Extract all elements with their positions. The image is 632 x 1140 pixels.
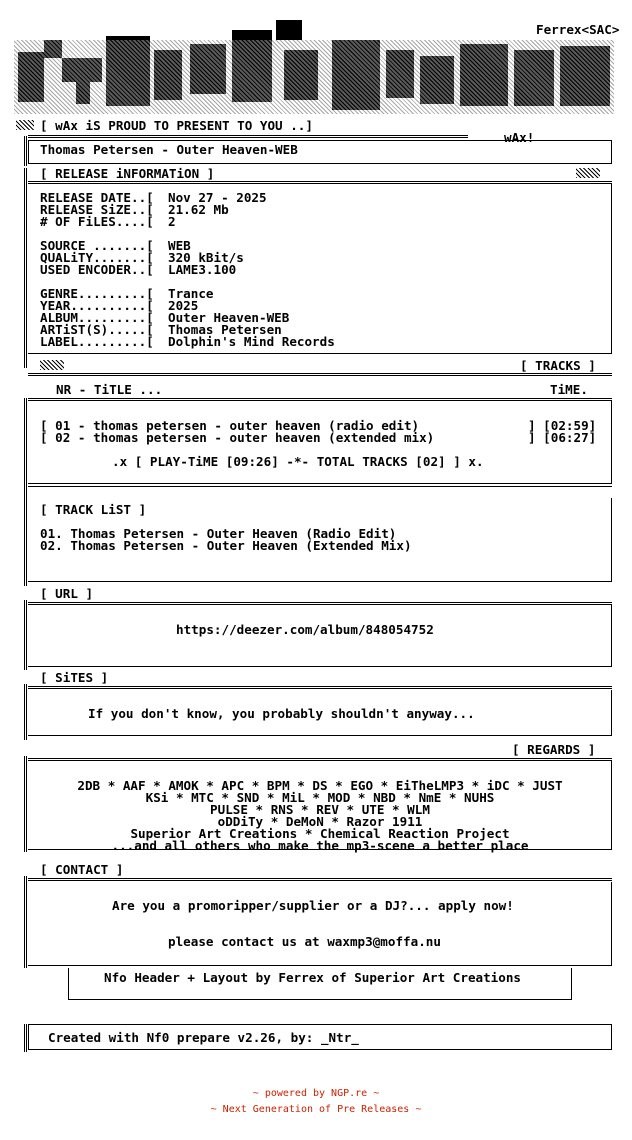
nfo-credit: Nfo Header + Layout by Ferrex of Superior Art Creations <box>104 970 522 985</box>
regards-line: ...and all others who make the mp3-scene a better place <box>111 838 529 853</box>
double-divider <box>28 686 612 689</box>
frame-edge <box>24 136 27 166</box>
info-value: 2025 <box>168 298 199 313</box>
url-heading: [ URL ] <box>40 586 94 601</box>
contact-box <box>28 882 612 966</box>
release-title: Thomas Petersen - Outer Heaven-WEB <box>40 142 298 157</box>
info-label: ALBUM.........[ <box>40 310 154 325</box>
contact-heading: [ CONTACT ] <box>40 862 124 877</box>
release-info-heading: [ RELEASE iNFORMATiON ] <box>40 166 215 181</box>
double-divider <box>28 373 612 376</box>
playtime-summary: .x [ PLAY-TiME [09:26] -*- TOTAL TRACKS [02] ] x. <box>112 454 484 469</box>
hatch-decoration <box>576 168 600 178</box>
info-value: Nov 27 - 2025 <box>168 190 267 205</box>
hatch-decoration <box>16 120 34 130</box>
info-label: SOURCE .......[ <box>40 238 154 253</box>
info-label: GENRE.........[ <box>40 286 154 301</box>
double-divider <box>28 878 612 881</box>
sites-text: If you don't know, you probably shouldn't anyway... <box>88 706 475 721</box>
tagline: ~ Next Generation of Pre Releases ~ <box>210 1104 422 1115</box>
group-mark: wAx! <box>504 130 535 145</box>
info-value: LAME3.100 <box>168 262 237 277</box>
frame-edge <box>24 876 27 968</box>
track-list-box <box>28 498 612 582</box>
info-label: RELEASE DATE..[ <box>40 190 154 205</box>
info-label: USED ENCODER..[ <box>40 262 154 277</box>
sites-heading: [ SiTES ] <box>40 670 109 685</box>
info-label: RELEASE SiZE..[ <box>40 202 154 217</box>
presents-banner: [ wAx iS PROUD TO PRESENT TO YOU ..] <box>40 118 313 133</box>
double-divider <box>28 135 468 138</box>
info-value: Thomas Petersen <box>168 322 282 337</box>
frame-edge <box>24 168 27 368</box>
regards-line: Superior Art Creations * Chemical Reaction Project <box>130 826 510 841</box>
col-title: NR - TiTLE ... <box>56 382 163 397</box>
info-label: QUALiTY.......[ <box>40 250 154 265</box>
regards-line: 2DB * AAF * AMOK * APC * BPM * DS * EGO * EiTheLMP3 * iDC * JUST <box>77 778 563 793</box>
info-label: ARTiST(S).....[ <box>40 322 154 337</box>
track-time: ] [02:59] <box>528 418 597 433</box>
info-value: 2 <box>168 214 176 229</box>
info-label: YEAR..........[ <box>40 298 154 313</box>
frame-edge <box>24 756 27 852</box>
hatch-decoration <box>40 360 64 370</box>
url-link[interactable]: https://deezer.com/album/848054752 <box>176 622 434 637</box>
col-time: TiME. <box>550 382 588 397</box>
info-value: Dolphin's Mind Records <box>168 334 335 349</box>
info-label: # OF FiLES....[ <box>40 214 154 229</box>
tracks-heading: [ TRACKS ] <box>520 358 596 373</box>
track-list-item: 02. Thomas Petersen - Outer Heaven (Extended Mix) <box>40 538 412 553</box>
frame-edge <box>24 684 27 740</box>
track-time: ] [06:27] <box>528 430 597 445</box>
track-list-heading: [ TRACK LiST ] <box>40 502 147 517</box>
divider <box>28 486 612 487</box>
info-value: 21.62 Mb <box>168 202 229 217</box>
header-credit: Ferrex<SAC> <box>536 22 620 37</box>
track-list-item: 01. Thomas Petersen - Outer Heaven (Radio Edit) <box>40 526 397 541</box>
regards-line: KSi * MTC * SND * MiL * MOD * NBD * NmE * NUHS <box>145 790 495 805</box>
regards-line: oDDiTy * DeMoN * Razor 1911 <box>217 814 423 829</box>
info-value: WEB <box>168 238 191 253</box>
info-value: Trance <box>168 286 214 301</box>
powered-by: ~ powered by NGP.re ~ <box>252 1088 380 1099</box>
info-label: LABEL.........[ <box>40 334 154 349</box>
frame-edge <box>24 600 27 670</box>
track-row: [ 02 - thomas petersen - outer heaven (extended mix) <box>40 430 435 445</box>
created-with: Created with Nf0 prepare v2.26, by: _Ntr_ <box>48 1030 359 1045</box>
frame-edge <box>24 398 27 586</box>
contact-email: please contact us at waxmp3@moffa.nu <box>168 934 441 949</box>
frame-edge <box>24 1024 27 1052</box>
track-row: [ 01 - thomas petersen - outer heaven (radio edit) <box>40 418 420 433</box>
info-value: Outer Heaven-WEB <box>168 310 290 325</box>
regards-line: PULSE * RNS * REV * UTE * WLM <box>210 802 430 817</box>
contact-line: Are you a promoripper/supplier or a DJ?... apply now! <box>112 898 514 913</box>
regards-heading: [ REGARDS ] <box>512 742 596 757</box>
info-value: 320 kBit/s <box>168 250 244 265</box>
